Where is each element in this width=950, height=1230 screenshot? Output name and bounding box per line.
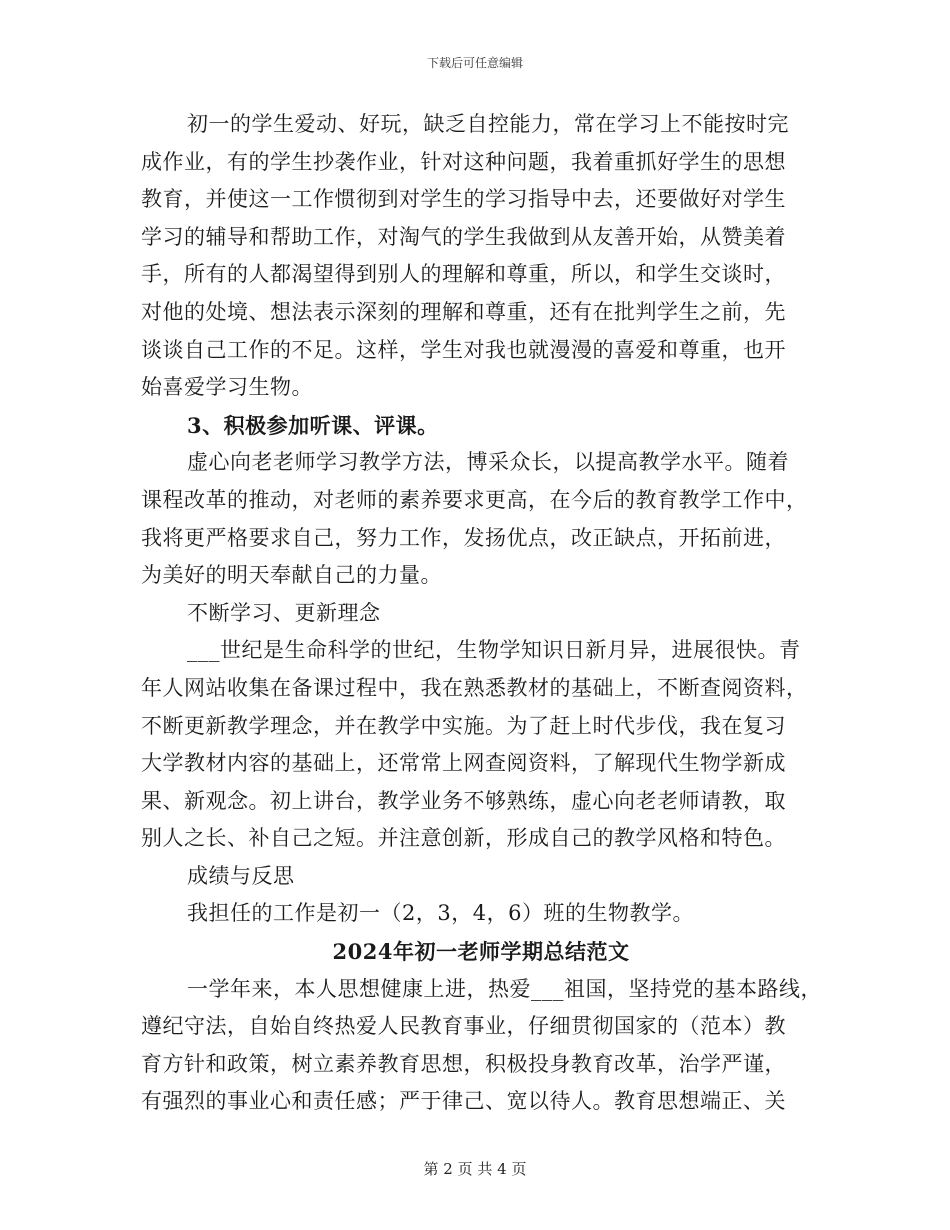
page-number: 第 2 页 共 4 页 xyxy=(423,1160,527,1178)
paragraph-line: 成作业，有的学生抄袭作业，针对这种问题，我着重抓好学生的思想 xyxy=(141,149,786,174)
section-heading: 成绩与反思 xyxy=(187,863,295,888)
paragraph-line: 虚心向老老师学习教学方法，博采众长，以提高教学水平。随着 xyxy=(187,450,789,475)
paragraph-line: 我担任的工作是初一（2，3，4，6）班的生物教学。 xyxy=(187,901,694,926)
document-title: 2024年初一老师学期总结范文 xyxy=(332,939,630,965)
section-heading: 3、积极参加听课、评课。 xyxy=(187,412,439,438)
paragraph-line: 大学教材内容的基础上，还常常上网查阅资料，了解现代生物学新成 xyxy=(141,751,786,776)
paragraph-line: ___世纪是生命科学的世纪，生物学知识日新月异，进展很快。青 xyxy=(187,638,801,663)
paragraph-line: 别人之长、补自己之短。并注意创新，形成自己的教学风格和特色。 xyxy=(141,826,786,851)
paragraph-line: 遵纪守法，自始自终热爱人民教育事业，仔细贯彻国家的（范本）教 xyxy=(141,1014,786,1039)
document-body xyxy=(141,106,821,1121)
paragraph-line: 一学年来，本人思想健康上进，热爱___祖国，坚持党的基本路线， xyxy=(187,976,822,1001)
paragraph-line: 果、新观念。初上讲台，教学业务不够熟练，虚心向老老师请教，取 xyxy=(141,788,786,813)
paragraph-line: 不断更新教学理念，并在教学中实施。为了赶上时代步伐，我在复习 xyxy=(141,713,786,738)
paragraph-line: 对他的处境、想法表示深刻的理解和尊重，还有在批判学生之前，先 xyxy=(141,299,786,324)
paragraph-line: 年人网站收集在备课过程中，我在熟悉教材的基础上，不断查阅资料， xyxy=(141,675,808,700)
paragraph-line: 课程改革的推动，对老师的素养要求更高，在今后的教育教学工作中， xyxy=(141,487,808,512)
paragraph-line: 为美好的明天奉献自己的力量。 xyxy=(141,563,442,588)
paragraph-line: 手，所有的人都渴望得到别人的理解和尊重，所以，和学生交谈时， xyxy=(141,262,786,287)
paragraph-line: 教育，并使这一工作惯彻到对学生的学习指导中去，还要做好对学生 xyxy=(141,187,786,212)
page-header: 下载后可任意编辑 xyxy=(426,56,523,70)
paragraph-line: 我将更严格要求自己，努力工作，发扬优点，改正缺点，开拓前进， xyxy=(141,525,786,550)
paragraph-line: 谈谈自己工作的不足。这样，学生对我也就漫漫的喜爱和尊重，也开 xyxy=(141,337,786,362)
paragraph-line: 始喜爱学习生物。 xyxy=(141,375,313,400)
section-heading: 不断学习、更新理念 xyxy=(187,600,381,625)
paragraph-line: 有强烈的事业心和责任感；严于律己、宽以待人。教育思想端正、关 xyxy=(141,1089,786,1114)
paragraph-line: 初一的学生爱动、好玩，缺乏自控能力，常在学习上不能按时完 xyxy=(187,112,789,136)
paragraph-line: 育方针和政策，树立素养教育思想，积极投身教育改革，治学严谨， xyxy=(141,1051,786,1076)
paragraph-line: 学习的辅导和帮助工作，对淘气的学生我做到从友善开始，从赞美着 xyxy=(141,224,786,249)
